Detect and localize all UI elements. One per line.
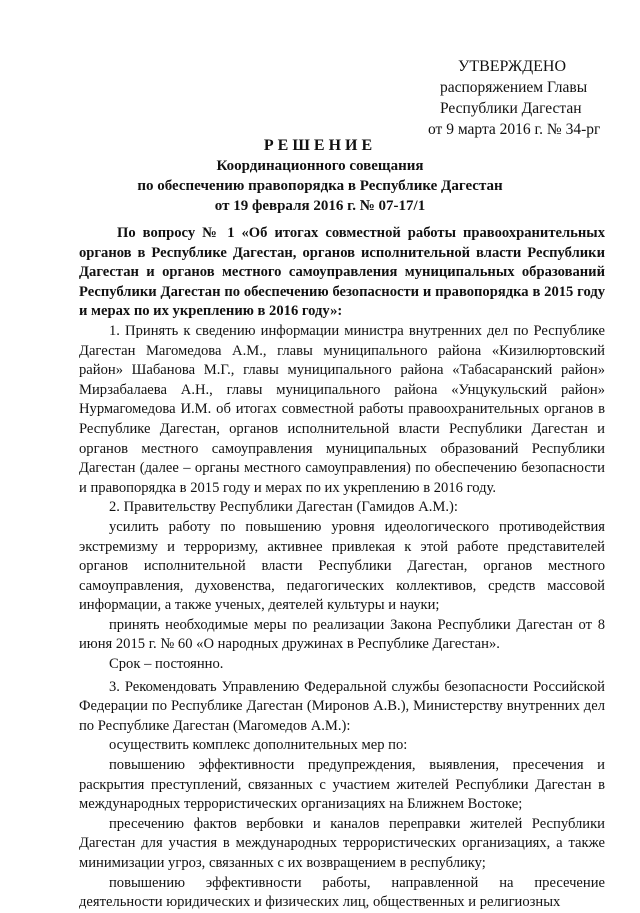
question-heading: По вопросу № 1 «Об итогах совместной работы правоохранительных органов в Республике Дагестан, органов исполнительной власти Республики Дагестан и органов местного самоуправления муниципальных образований Республики Дагестан по обеспечению безопасности и правопорядка в 2015 году и мерах по их укреплению в 2016 году»: xyxy=(79,225,605,320)
paragraph-item-2-b: принять необходимые меры по реализации Закона Республики Дагестан от 8 июня 2015 г. № 60 «О народных дружинах в Республике Дагестан». xyxy=(79,616,605,653)
title-meeting: Координационного совещания xyxy=(216,158,424,174)
approval-line-1: распоряжением Главы xyxy=(440,79,588,96)
paragraph-item-2: 2. Правительству Республики Дагестан (Гамидов А.М.): xyxy=(109,499,458,516)
title-date-number: от 19 февраля 2016 г. № 07-17/1 xyxy=(214,198,426,214)
paragraph-item-2-a: усилить работу по повышению уровня идеологического противодействия экстремизму и терроризму, активнее привлекая к этой работе представителей органов исполнительной власти Республики Дагестан, органов местного самоуправления, духовенства, педагогических коллективов, средств массовой информации, а также ученых, деятелей культуры и науки; xyxy=(79,518,605,614)
title-decision: РЕШЕНИЕ xyxy=(263,137,377,154)
paragraph-item-1: 1. Принять к сведению информации министра внутренних дел по Республике Дагестан Магомедова А.М., главы муниципального района «Кизилюртовский район» Шабанова М.Г., главы муниципального района «Табасаранский район» Мирзабалаева А.Н., главы муниципального района «Унцукульский район» Нурмагомедова И.М. об итогах совместной работы правоохранительных органов в Республике Дагестан, органов исполнительной власти Республики Дагестан и органов местного самоуправления муниципальных образований Республики Дагестан (далее – органы местного самоуправления) по обеспечению безопасности и правопорядка в 2015 году и мерах по их укреплению в 2016 году. xyxy=(79,322,605,496)
decision-title xyxy=(40,136,600,216)
approval-heading: УТВЕРЖДЕНО xyxy=(458,58,567,75)
document-body xyxy=(79,224,605,913)
paragraph-deadline: Срок – постоянно. xyxy=(109,656,224,673)
paragraph-item-3-c: повышению эффективности работы, направленной на пресечение деятельности юридических и физических лиц, общественных и религиозных xyxy=(79,874,605,911)
approval-stamp xyxy=(424,56,634,140)
paragraph-item-3-intro: осуществить комплекс дополнительных мер по: xyxy=(109,737,408,754)
title-subject: по обеспечению правопорядка в Республике Дагестан xyxy=(137,178,503,194)
paragraph-item-3-b: пресечению фактов вербовки и каналов переправки жителей Республики Дагестан для участия в международных террористических организациях, а также минимизации угроз, связанных с их возвращением в республику; xyxy=(79,815,605,871)
approval-line-2: Республики Дагестан xyxy=(440,100,582,117)
approval-line-3: от 9 марта 2016 г. № 34-рг xyxy=(428,121,601,138)
paragraph-item-3: 3. Рекомендовать Управлению Федеральной службы безопасности Российской Федерации по Республике Дагестан (Миронов А.В.), Министерству внутренних дел по Республике Дагестан (Магомедов А.М.): xyxy=(79,678,605,734)
paragraph-item-3-a: повышению эффективности предупреждения, выявления, пресечения и раскрытия преступлений, связанных с участием жителей Республики Дагестан в международных террористических организациях на Ближнем Востоке; xyxy=(79,757,605,813)
